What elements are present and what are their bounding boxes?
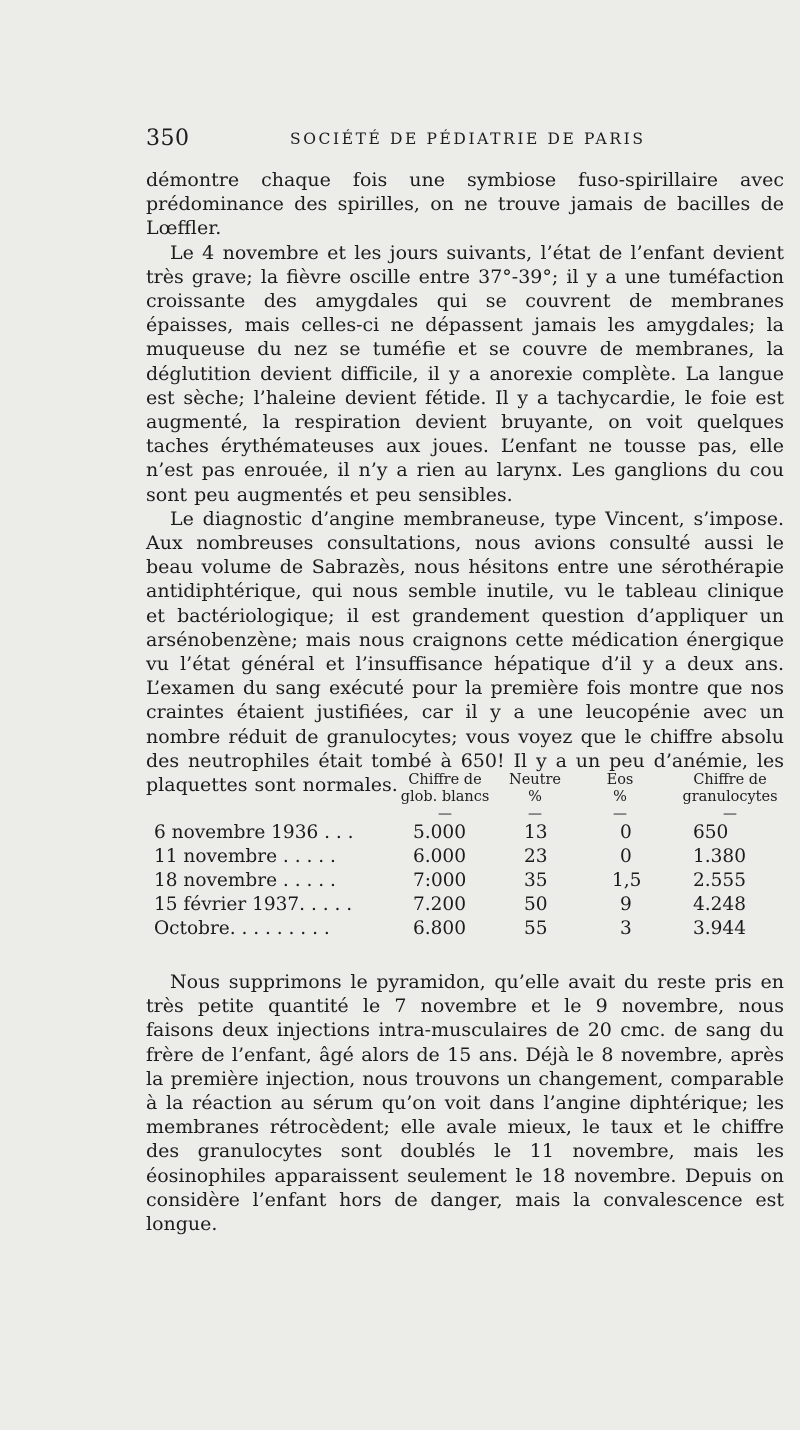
table-row: Octobre. . . . . . . . . 6.800 55 3 3.944 bbox=[154, 918, 746, 939]
page-header bbox=[146, 126, 786, 156]
paragraph-continued: démontre chaque fois une symbiose fuso-spirillaire avec prédominance des spirilles, on ne trouve jamais de bacilles de Lœffler. bbox=[146, 169, 784, 240]
header-eos: Eos % — bbox=[606, 772, 634, 822]
paragraph-treatment: Nous supprimons le pyramidon, qu’elle avait du reste pris en très petite quantité le 7 novembre et le 9 novembre, nous faisons deux injections intra-musculaires de 20 cmc. de sang du frère de l’enfant, âgé alors de 15 ans. Déjà le 8 novembre, après la première injection, nous trouvons un changement, comparable à la réaction au sérum qu’on voit dans l’angine diphtérique; les membranes rétrocèdent; elle avale mieux, le taux et le chiffre des granulocytes sont doublés le 11 novembre, mais les éosinophiles apparaissent seulement le 18 novembre. Depuis on considère l’enfant hors de danger, mais la convalescence est longue. bbox=[146, 971, 784, 1236]
header-neutre: Neutre % — bbox=[509, 772, 561, 822]
paragraph-diagnosis: Le diagnostic d’angine membraneuse, type Vincent, s’impose. Aux nombreuses consultations, nous avions consulté aussi le beau volume de Sabrazès, nous hésitons entre une sérothérapie antidiphtérique, qui nous semble inutile, vu le tableau clinique et bactériologique; il est grandement question d’appliquer un arsénobenzène; mais nous craignons cette médication énergique vu l’état général et l’insuffisance hépatique d’il y a deux ans. L’examen du sang exécuté pour la première fois montre que nos craintes étaient justifiées, car il y a une leucopénie avec un nombre réduit de granulocytes; vous voyez que le chiffre absolu des neutrophiles était tombé à 650! Il y a un peu d’anémie, les plaquettes sont normales. bbox=[146, 507, 784, 797]
header-chiffre-granulocytes: Chiffre de granulocytes — bbox=[682, 772, 778, 822]
table-row: 11 novembre . . . . . 6.000 23 0 1.380 bbox=[154, 846, 746, 867]
table-row: 6 novembre 1936 . . . 5.000 13 0 650 bbox=[154, 822, 729, 843]
blood-count-table bbox=[150, 772, 790, 952]
page-number: 350 bbox=[146, 126, 190, 151]
table-row: 15 février 1937. . . . . 7.200 50 9 4.248 bbox=[154, 894, 746, 915]
running-title: SOCIÉTÉ DE PÉDIATRIE DE PARIS bbox=[290, 130, 646, 148]
body-text-before-table bbox=[146, 168, 784, 797]
header-chiffre-blancs: Chiffre de glob. blancs — bbox=[400, 772, 490, 822]
paragraph-clinical-course: Le 4 novembre et les jours suivants, l’état de l’enfant devient très grave; la fièvre oscille entre 37°-39°; il y a une tuméfaction croissante des amygdales qui se couvrent de membranes épaisses, mais celles-ci ne dépassent jamais les amygdales; la muqueuse du nez se tuméfie et se couvre de membranes, la déglutition devient difficile, il y a anorexie complète. La langue est sèche; l’haleine devient fétide. Il y a tachycardie, le foie est augmenté, la respiration devient bruyante, on voit quelques taches érythémateuses aux joues. L’enfant ne tousse pas, elle n’est pas enrouée, il n’y a rien au larynx. Les ganglions du cou sont peu augmentés et peu sensibles. bbox=[146, 241, 784, 506]
table-row: 18 novembre . . . . . 7:000 35 1,5 2.555 bbox=[154, 870, 746, 891]
